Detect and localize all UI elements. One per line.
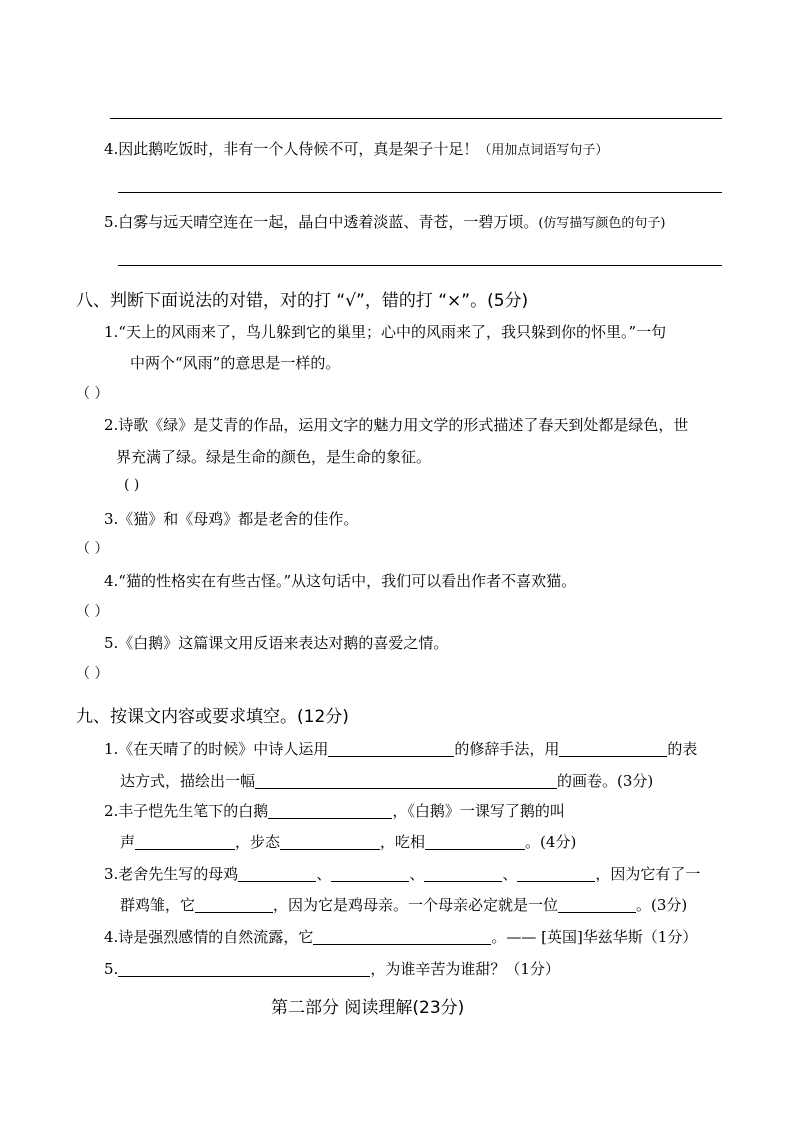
fill-text: 。—— [英国]华兹华斯（1分） bbox=[491, 928, 698, 946]
fill-item-3-line1 bbox=[104, 863, 700, 884]
fill-text: ，因为它有了一 bbox=[595, 865, 701, 883]
fill-item-1-line2 bbox=[120, 770, 653, 791]
fill-blank[interactable] bbox=[195, 898, 273, 913]
fill-text: 的表 bbox=[667, 740, 698, 758]
judge-item-1-line2: 中两个“风雨”的意思是一样的。 bbox=[130, 354, 341, 372]
question-4-text: 4.因此鹅吃饭时，非有一个人侍候不可，真是架子十足！ bbox=[104, 140, 479, 158]
fill-text: 、 bbox=[409, 865, 425, 883]
fill-blank[interactable] bbox=[268, 804, 392, 819]
judge-item-2-answer[interactable]: ( ) bbox=[124, 477, 140, 493]
fill-blank[interactable] bbox=[517, 867, 595, 882]
fill-text: ，步态 bbox=[235, 833, 281, 851]
judge-item-4-answer[interactable]: （ ） bbox=[76, 604, 109, 620]
judge-item-5: 5.《白鹅》这篇课文用反语来表达对鹅的喜爱之情。 bbox=[104, 634, 449, 652]
fill-text: 5. bbox=[104, 960, 119, 978]
part-2-title: 第二部分 阅读理解(23分) bbox=[271, 998, 465, 1018]
question-5-note: (仿写描写颜色的句子) bbox=[538, 216, 666, 231]
fill-text: 2.丰子恺先生笔下的白鹅 bbox=[104, 802, 269, 820]
fill-text: 3.老舍先生写的母鸡 bbox=[104, 865, 239, 883]
question-5-text: 5.白雾与远天晴空连在一起，晶白中透着淡蓝、青苍，一碧万顷。 bbox=[104, 213, 539, 231]
judge-item-3-answer[interactable]: （ ） bbox=[76, 541, 109, 557]
fill-text: 达方式，描绘出一幅 bbox=[120, 772, 256, 790]
question-4-note: （用加点词语写句子） bbox=[478, 143, 609, 158]
judge-item-5-answer[interactable]: （ ） bbox=[76, 666, 109, 682]
answer-line[interactable] bbox=[110, 118, 722, 119]
judge-item-2-line2: 界充满了绿。绿是生命的颜色，是生命的象征。 bbox=[116, 448, 432, 466]
fill-blank[interactable] bbox=[424, 867, 502, 882]
fill-blank[interactable] bbox=[118, 962, 370, 977]
fill-item-1-line1 bbox=[104, 738, 697, 759]
fill-text: 群鸡雏，它 bbox=[120, 896, 196, 914]
fill-text: ，吃相 bbox=[380, 833, 426, 851]
fill-text: 、 bbox=[316, 865, 332, 883]
fill-blank[interactable] bbox=[238, 867, 316, 882]
answer-line[interactable] bbox=[118, 192, 722, 193]
judge-item-4: 4.“猫的性格实在有些古怪。”从这句话中，我们可以看出作者不喜欢猫。 bbox=[104, 572, 577, 590]
fill-text: 的画卷。(3分) bbox=[557, 772, 654, 790]
fill-text: 。(3分) bbox=[636, 896, 688, 914]
fill-blank[interactable] bbox=[280, 835, 380, 850]
fill-blank[interactable] bbox=[328, 742, 454, 757]
question-4 bbox=[104, 138, 608, 159]
judge-item-1-line1: 1.“天上的风雨来了，鸟儿躲到它的巢里；心中的风雨来了，我只躲到你的怀里。”一句 bbox=[104, 323, 667, 341]
section-8-title: 八、判断下面说法的对错，对的打 “√”，错的打 “×”。(5分) bbox=[76, 291, 529, 311]
fill-blank[interactable] bbox=[313, 930, 491, 945]
fill-blank[interactable] bbox=[135, 835, 235, 850]
fill-item-2-line2 bbox=[120, 831, 576, 852]
fill-blank[interactable] bbox=[425, 835, 525, 850]
section-9-title: 九、按课文内容或要求填空。(12分) bbox=[76, 707, 349, 727]
judge-item-2-line1: 2.诗歌《绿》是艾青的作品，运用文字的魅力用文学的形式描述了春天到处都是绿色，世 bbox=[104, 416, 689, 434]
fill-blank[interactable] bbox=[558, 898, 636, 913]
fill-item-2-line1 bbox=[104, 800, 565, 821]
fill-text: ，为谁辛苦为谁甜？（1分） bbox=[370, 960, 560, 978]
judge-item-1-answer[interactable]: （ ） bbox=[76, 386, 109, 402]
fill-text: 。(4分) bbox=[525, 833, 577, 851]
judge-item-3: 3.《猫》和《母鸡》都是老舍的佳作。 bbox=[104, 510, 359, 528]
fill-text: 4.诗是强烈感情的自然流露，它 bbox=[104, 928, 314, 946]
fill-text: 1.《在天晴了的时候》中诗人运用 bbox=[104, 740, 329, 758]
fill-text: 的修辞手法，用 bbox=[454, 740, 560, 758]
fill-text: ，《白鹅》一课写了鹅的叫 bbox=[392, 802, 565, 820]
fill-blank[interactable] bbox=[331, 867, 409, 882]
question-5 bbox=[104, 211, 665, 232]
fill-text: ，因为它是鸡母亲。一个母亲必定就是一位 bbox=[273, 896, 559, 914]
fill-text: 声 bbox=[120, 833, 136, 851]
fill-text: 、 bbox=[502, 865, 518, 883]
fill-item-3-line2 bbox=[120, 894, 687, 915]
fill-item-5 bbox=[104, 958, 560, 979]
fill-blank[interactable] bbox=[255, 774, 557, 789]
answer-line[interactable] bbox=[118, 265, 722, 266]
fill-item-4 bbox=[104, 926, 697, 947]
fill-blank[interactable] bbox=[559, 742, 667, 757]
